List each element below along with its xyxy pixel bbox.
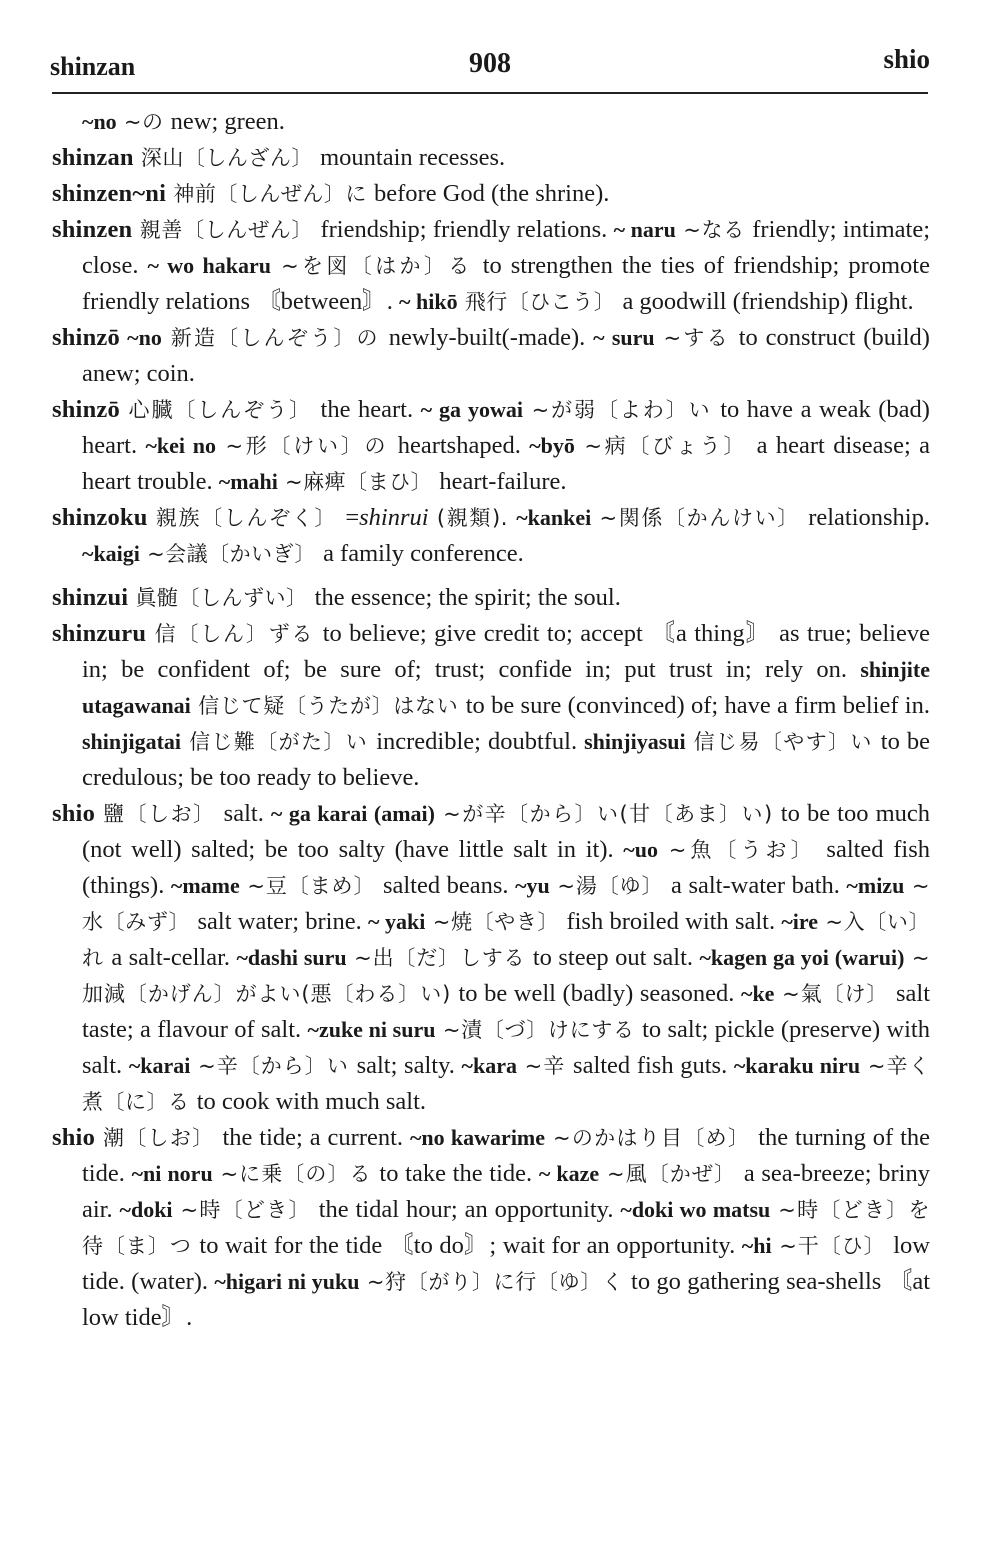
phrase: shinjite utagawanai [82, 657, 930, 718]
phrase: ~ wo hakaru [147, 253, 272, 278]
japanese-text: ~なる [675, 218, 753, 242]
definition-text: a goodwill (friendship) flight. [622, 288, 914, 315]
definition-text: to be credulous; be too ready to believe. [82, 728, 930, 791]
dictionary-entry [52, 796, 930, 1120]
dictionary-entry [52, 104, 930, 140]
dictionary-entry [52, 212, 930, 320]
japanese-text: 鹽〔しお〕 [95, 802, 224, 826]
definition-text: to salt; pickle (preserve) with salt. [82, 1016, 930, 1079]
dictionary-entry [52, 580, 930, 616]
japanese-text: 心臓〔しんぞう〕 [119, 398, 321, 422]
dictionary-entry [52, 392, 930, 500]
phrase: ~kara [461, 1053, 517, 1078]
phrase: ~kaigi [82, 541, 140, 566]
definition-text: incredible; doubtful. [376, 728, 585, 755]
definition-text: heart-failure. [439, 468, 567, 495]
headword: shinzen [52, 216, 133, 243]
definition-text: low tide. (water). [82, 1232, 930, 1295]
japanese-text: ~湯〔ゆ〕 [549, 874, 672, 898]
japanese-text: ~漬〔づ〕けにする [435, 1018, 643, 1042]
japanese-text: 親善〔しんぜん〕 [132, 218, 321, 242]
definition-text: to be well (badly) seasoned. [458, 980, 741, 1007]
definition-text: salt water; brine. [197, 908, 368, 935]
japanese-text: 信じ難〔がた〕い [181, 730, 377, 754]
phrase: shinjiyasui [584, 729, 686, 754]
phrase: ~ naru [613, 217, 676, 242]
phrase: ~ke [741, 981, 775, 1006]
phrase: ~kagen ga yoi (warui) [699, 945, 905, 970]
headword: shinzō [52, 324, 120, 351]
headword: shio [52, 800, 96, 827]
japanese-text: ~に乗〔の〕る [212, 1162, 380, 1186]
phrase: ~no kawarime [409, 1125, 546, 1150]
japanese-text: ~時〔どき〕を待〔ま〕つ [82, 1198, 930, 1258]
phrase: ~mizu [846, 873, 905, 898]
phrase: ~no [119, 325, 162, 350]
japanese-text: ~水〔みず〕 [82, 874, 930, 934]
japanese-text: ~狩〔がり〕に行〔ゆ〕く [359, 1270, 632, 1294]
headword: shio [52, 1124, 96, 1151]
definition-text: a family conference. [323, 540, 524, 567]
definition-text: the essence; the spirit; the soul. [314, 584, 621, 611]
japanese-text: 親族〔しんぞく〕 [147, 506, 346, 530]
japanese-text: ~氣〔け〕 [774, 982, 896, 1006]
japanese-text: ~のかはり目〔め〕 [545, 1126, 759, 1150]
japanese-text: ~焼〔やき〕 [425, 910, 567, 934]
definition-text: the tide; a current. [222, 1124, 410, 1151]
definition-text: salted fish guts. [573, 1052, 734, 1079]
japanese-text: 信〔しん〕ずる [146, 622, 323, 646]
phrase: ~mame [170, 873, 240, 898]
japanese-text: ~加減〔かげん〕がよい(悪〔わる〕い) [82, 946, 930, 1006]
definition-text: = [345, 504, 360, 531]
definition-text: a sea-breeze; briny air. [82, 1160, 930, 1223]
phrase: ~ yaki [367, 909, 426, 934]
japanese-text: ~干〔ひ〕 [771, 1234, 894, 1258]
header-rule [52, 92, 928, 94]
japanese-text: ~出〔だ〕しする [346, 946, 533, 970]
japanese-text: ~関係〔かんけい〕 [591, 506, 809, 530]
definition-text: mountain recesses. [320, 144, 506, 171]
phrase: ~byō [529, 433, 575, 458]
phrase: ~hi [741, 1233, 772, 1258]
definition-text: heartshaped. [397, 432, 530, 459]
phrase: ~ ga yowai [420, 397, 523, 422]
definition-text: salted beans. [382, 872, 516, 899]
japanese-text: ~辛く煮〔に〕る [82, 1054, 931, 1114]
japanese-text: ~会議〔かいぎ〕 [139, 542, 324, 566]
japanese-text: ~時〔どき〕 [172, 1198, 319, 1222]
dictionary-entries [52, 104, 930, 1336]
japanese-text: ~風〔かぜ〕 [599, 1162, 744, 1186]
definition-text: to have a weak (bad) heart. [82, 396, 930, 459]
phrase: ~ suru [593, 325, 655, 350]
definition-text: to wait for the tide 〘to do〙; wait for an opportunity. [199, 1232, 742, 1259]
phrase: ~no [82, 109, 117, 134]
phrase: ~mahi [218, 469, 278, 494]
japanese-text: 眞髄〔しんずい〕 [128, 586, 315, 610]
definition-text: a salt-water bath. [671, 872, 847, 899]
definition-text: a heart disease; a heart trouble. [82, 432, 931, 495]
dictionary-entry [52, 320, 930, 392]
definition-text: salt taste; a flavour of salt. [82, 980, 931, 1043]
japanese-text: ~麻痺〔まひ〕 [277, 470, 440, 494]
japanese-text: 神前〔しんぜん〕に [166, 182, 374, 206]
header-last-headword: shio [883, 44, 930, 74]
dictionary-entry [52, 140, 930, 176]
dictionary-entry [52, 176, 930, 212]
phrase: ~karaku niru [733, 1053, 861, 1078]
headword: shinzō [52, 396, 120, 423]
definition-text: to construct (build) anew; coin. [82, 324, 930, 387]
japanese-text: ~病〔びょう〕 [574, 434, 757, 458]
japanese-text: ~する [654, 326, 739, 350]
definition-text: salted fish (things). [82, 836, 930, 899]
definition-text: new; green. [170, 108, 285, 135]
headword: shinzui [52, 584, 129, 611]
phrase: ~yu [515, 873, 550, 898]
japanese-text: ~が弱〔よわ〕い [522, 398, 721, 422]
definition-text: the turning of the tide. [82, 1124, 930, 1187]
page-header [50, 40, 930, 84]
definition-text: before God (the shrine). [374, 180, 610, 207]
definition-text: friendship; friendly relations. [320, 216, 614, 243]
phrase: ~kankei [516, 505, 592, 530]
definition-text: fish broiled with salt. [566, 908, 782, 935]
definition-text: salt. [223, 800, 271, 827]
headword: shinzuru [52, 620, 147, 647]
definition-text: the heart. [320, 396, 421, 423]
definition-text: to cook with much salt. [196, 1088, 427, 1115]
japanese-text: ~の [116, 110, 171, 134]
definition-text: salt; salty. [356, 1052, 462, 1079]
japanese-text: ~魚〔うお〕 [657, 838, 827, 862]
phrase: ~dashi suru [236, 945, 347, 970]
phrase: ~ hikō [399, 289, 458, 314]
phrase: ~ire [781, 909, 819, 934]
headword: shinzen~ni [52, 180, 167, 207]
japanese-text: ~辛〔から〕い [190, 1054, 357, 1078]
phrase: shinjigatai [82, 729, 182, 754]
page-number: 908 [469, 48, 511, 79]
japanese-text: ~入〔い〕れ [82, 910, 930, 970]
header-first-headword: shinzan [50, 52, 136, 81]
phrase: ~doki wo matsu [620, 1197, 771, 1222]
phrase: ~karai [128, 1053, 191, 1078]
japanese-text: 深山〔しんざん〕 [133, 146, 321, 170]
phrase: ~ kaze [538, 1161, 600, 1186]
japanese-text: 飛行〔ひこう〕 [457, 290, 623, 314]
definition-text: the tidal hour; an opportunity. [318, 1196, 621, 1223]
phrase: ~uo [623, 837, 658, 862]
phrase: ~doki [119, 1197, 173, 1222]
definition-text: a salt-cellar. [111, 944, 237, 971]
japanese-text: 新造〔しんぞう〕の [161, 326, 389, 350]
definition-text: to steep out salt. [532, 944, 700, 971]
phrase: ~higari ni yuku [214, 1269, 360, 1294]
dictionary-entry [52, 1120, 930, 1336]
phrase: ~ ga karai (amai) [270, 801, 435, 826]
phrase: ~ni noru [131, 1161, 213, 1186]
definition-text: to believe; give credit to; accept 〘a thing〙 as true; believe in; be confident of; be sure of; trust; confide in; put trust in; rely on. [82, 620, 930, 683]
definition-text: newly-built(-made). [388, 324, 594, 351]
dictionary-entry [52, 500, 930, 572]
phrase: ~zuke ni suru [307, 1017, 436, 1042]
cross-reference: shinrui [359, 504, 429, 531]
japanese-text: ~豆〔まめ〕 [239, 874, 383, 898]
definition-text: friendly; intimate; close. [82, 216, 931, 279]
definition-text: to go gathering sea-shells 〘at low tide〙. [82, 1268, 930, 1331]
japanese-text: 信じて疑〔うたが〕はない [190, 694, 466, 718]
definition-text: to strengthen the ties of friendship; promote friendly relations 〘between〙. [82, 252, 930, 315]
definition-text: relationship. [808, 504, 930, 531]
definition-text: to take the tide. [379, 1160, 539, 1187]
japanese-text: 信じ易〔やす〕い [685, 730, 881, 754]
headword: shinzan [52, 144, 134, 171]
japanese-text: ~形〔けい〕の [216, 434, 398, 458]
headword: shinzoku [52, 504, 148, 531]
phrase: ~kei no [145, 433, 217, 458]
japanese-text: (親類). [428, 506, 517, 530]
dictionary-entry [52, 616, 930, 796]
japanese-text: ~辛 [516, 1054, 574, 1078]
japanese-text: ~が辛〔から〕い(甘〔あま〕い) [434, 802, 781, 826]
definition-text: to be sure (convinced) of; have a firm belief in. [465, 692, 930, 719]
definition-text: to be too much (not well) salted; be too salty (have little salt in it). [82, 800, 930, 863]
japanese-text: ~を図〔はか〕る [271, 254, 483, 278]
japanese-text: 潮〔しお〕 [95, 1126, 223, 1150]
